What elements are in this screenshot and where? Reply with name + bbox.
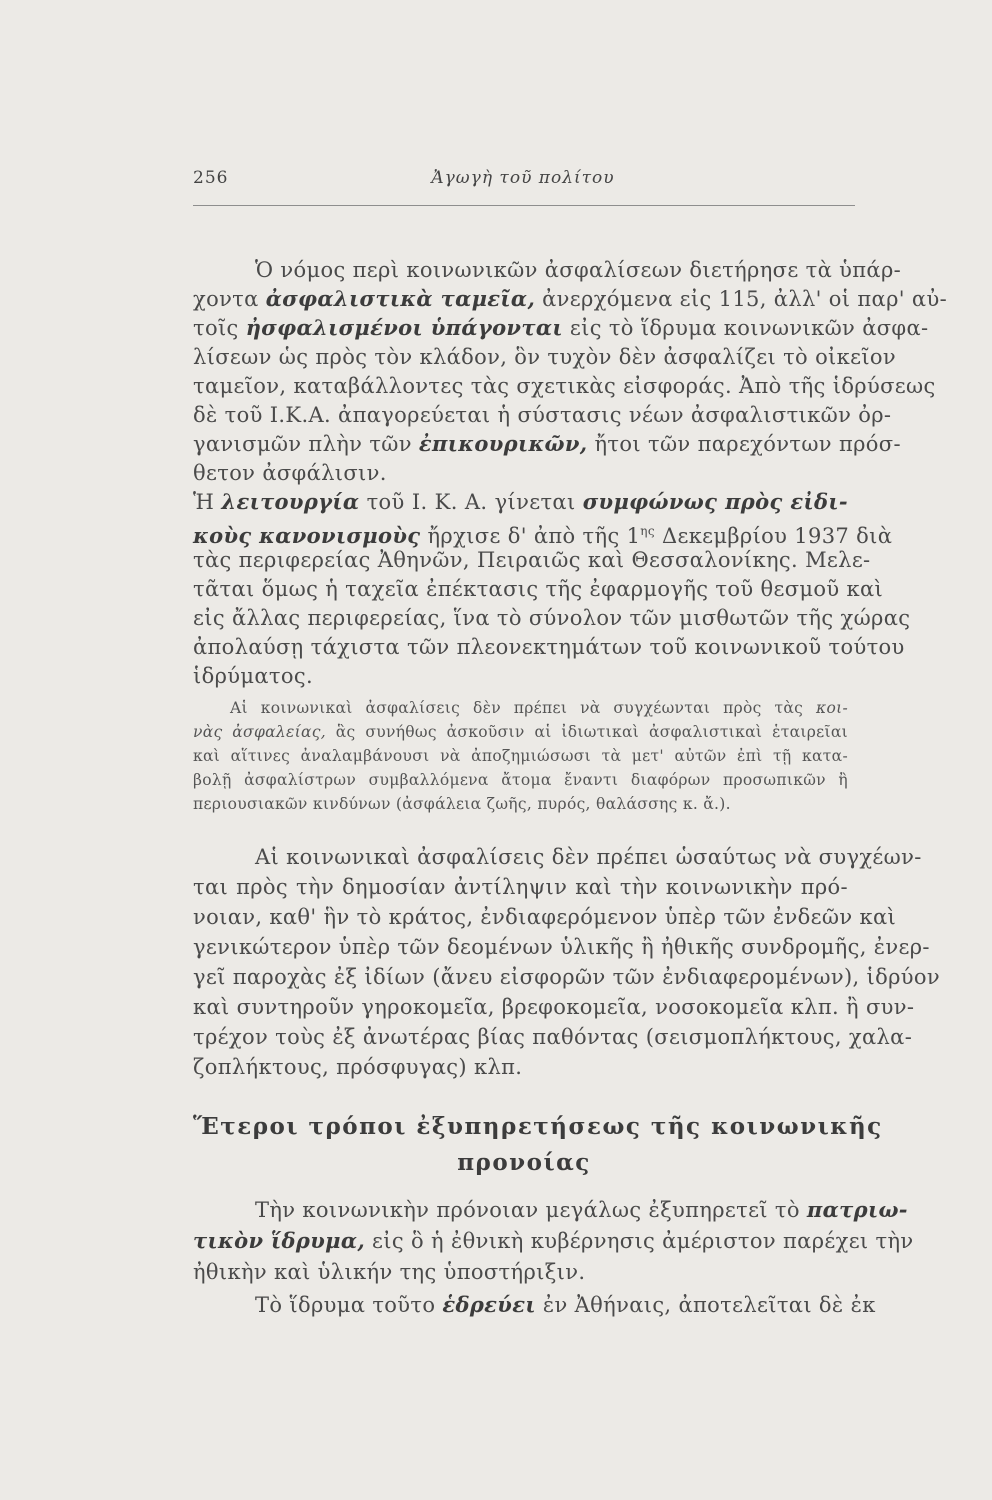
text-line: τᾶται ὅμως ἡ ταχεῖα ἐπέκτασις τῆς ἐφαρμογῆς τοῦ θεσμοῦ καὶ — [193, 577, 884, 601]
emphasis: πατριω- — [806, 1197, 908, 1222]
text-line: κοὺς κανονισμοὺς ἤρχισε δ' ἀπὸ τῆς $1^{\eta\varsigma}$ Δεκεμβρίου 1937 διὰ — [193, 523, 893, 548]
text-line: γανισμῶν πλὴν τῶν ἐπικουρικῶν, ἤτοι τῶν παρεχόντων πρόσ- — [193, 431, 901, 456]
emphasis: κοὺς κανονισμοὺς — [193, 523, 421, 548]
text-line: ἱδρύματος. — [193, 664, 314, 688]
emphasis: τικὸν ἵδρυμα, — [193, 1228, 366, 1253]
emphasis: ἀσφαλιστικὰ ταμεῖα, — [265, 286, 536, 311]
text-line: τὰς περιφερείας Ἀθηνῶν, Πειραιῶς καὶ Θεσσαλονίκης. Μελε- — [193, 548, 871, 572]
emphasis: λειτουργία — [221, 489, 360, 514]
text-line: γεῖ παροχὰς ἐξ ἰδίων (ἄνευ εἰσφορῶν τῶν ἐνδιαφερομένων), ἱδρύον — [193, 965, 941, 989]
running-head — [193, 168, 853, 198]
text-line: τρέχον τοὺς ἐξ ἀνωτέρας βίας παθόντας (σεισμοπλήκτους, χαλα- — [193, 1025, 913, 1049]
text-line: ἀπολαύσῃ τάχιστα τῶν πλεονεκτημάτων τοῦ κοινωνικοῦ τούτου — [193, 635, 905, 659]
text-line: γενικώτερον ὑπὲρ τῶν δεομένων ὑλικῆς ἢ ἠθικῆς συνδρομῆς, ἐνερ- — [193, 935, 930, 959]
text-line: Ὁ νόμος περὶ κοινωνικῶν ἀσφαλίσεων διετήρησε τὰ ὑπάρ- — [255, 258, 902, 282]
text-line: τικὸν ἵδρυμα, εἰς ὃ ἡ ἐθνικὴ κυβέρνησις ἀμέριστον παρέχει τὴν — [193, 1228, 914, 1253]
text-line: Ἡ λειτουργία τοῦ Ι. Κ. Α. γίνεται συμφώνως πρὸς εἰδι- — [193, 489, 848, 514]
emphasis: ἐπικουρικῶν, — [418, 431, 588, 456]
text-line: λίσεων ὡς πρὸς τὸν κλάδον, ὃν τυχὸν δὲν ἀσφαλίζει τὸ οἰκεῖον — [193, 345, 897, 369]
text-line: εἰς ἄλλας περιφερείας, ἵνα τὸ σύνολον τῶν μισθωτῶν τῆς χώρας — [193, 606, 911, 630]
text-line: ζοπλήκτους, πρόσφυγας) κλπ. — [193, 1055, 523, 1079]
section-heading: Ἕτεροι τρόποι ἐξυπηρετήσεως τῆς κοινωνικῆς — [193, 1113, 883, 1140]
note-line: καὶ αἵτινες ἀναλαμβάνουσι νὰ ἀποζημιώσωσι τὰ μετ' αὐτῶν ἐπὶ τῇ κατα- — [193, 747, 848, 765]
page-number: 256 — [193, 168, 229, 188]
text-line: Αἱ κοινωνικαὶ ἀσφαλίσεις δὲν πρέπει ὡσαύτως νὰ συγχέων- — [255, 845, 922, 869]
header-rule — [193, 205, 855, 206]
text-line: θετον ἀσφάλισιν. — [193, 461, 387, 485]
note-line: περιουσιακῶν κινδύνων (ἀσφάλεια ζωῆς, πυρός, θαλάσσης κ. ἄ.). — [193, 795, 731, 813]
note-line: βολῇ ἀσφαλίστρων συμβαλλόμενα ἄτομα ἔναντι διαφόρων προσωπικῶν ἢ — [193, 771, 848, 789]
emphasis: ἠσφαλισμένοι ὑπάγονται — [245, 315, 563, 340]
text-line: καὶ συντηροῦν γηροκομεῖα, βρεφοκομεῖα, νοσοκομεῖα κλπ. ἢ συν- — [193, 995, 915, 1019]
text-line: χοντα ἀσφαλιστικὰ ταμεῖα, ἀνερχόμενα εἰς 115, ἀλλ' οἱ παρ' αὐ- — [193, 286, 948, 311]
running-title: Ἀγωγὴ τοῦ πολίτου — [431, 168, 615, 188]
section-heading-continued: προνοίας — [457, 1149, 591, 1176]
note-line: νὰς ἀσφαλείας, ἃς συνήθως ἀσκοῦσιν αἱ ἰδιωτικαὶ ἀσφαλιστικαὶ ἑταιρεῖαι — [193, 723, 848, 741]
text-line: ταμεῖον, καταβάλλοντες τὰς σχετικὰς εἰσφοράς. Ἀπὸ τῆς ἱδρύσεως — [193, 374, 936, 398]
text-line: Τὴν κοινωνικὴν πρόνοιαν μεγάλως ἐξυπηρετεῖ τὸ πατριω- — [255, 1197, 908, 1222]
text-line: δὲ τοῦ Ι.Κ.Α. ἀπαγορεύεται ἡ σύστασις νέων ἀσφαλιστικῶν ὀρ- — [193, 403, 892, 427]
text-line: νοιαν, καθ' ἣν τὸ κράτος, ἐνδιαφερόμενον ὑπὲρ τῶν ἐνδεῶν καὶ — [193, 905, 897, 929]
emphasis: ἑδρεύει — [442, 1292, 536, 1317]
text-line: Τὸ ἵδρυμα τοῦτο ἑδρεύει ἐν Ἀθήναις, ἀποτελεῖται δὲ ἐκ — [255, 1292, 876, 1317]
text-line: ται πρὸς τὴν δημοσίαν ἀντίληψιν καὶ τὴν κοινωνικὴν πρό- — [193, 875, 848, 899]
text-line: τοῖς ἠσφαλισμένοι ὑπάγονται εἰς τὸ ἵδρυμα κοινωνικῶν ἀσφα- — [193, 315, 929, 340]
emphasis: συμφώνως πρὸς εἰδι- — [582, 489, 848, 514]
text-line: ἠθικὴν καὶ ὑλικήν της ὑποστήριξιν. — [193, 1260, 586, 1284]
note-line: Αἱ κοινωνικαὶ ἀσφαλίσεις δὲν πρέπει νὰ συγχέωνται πρὸς τὰς κοι- — [230, 699, 848, 717]
